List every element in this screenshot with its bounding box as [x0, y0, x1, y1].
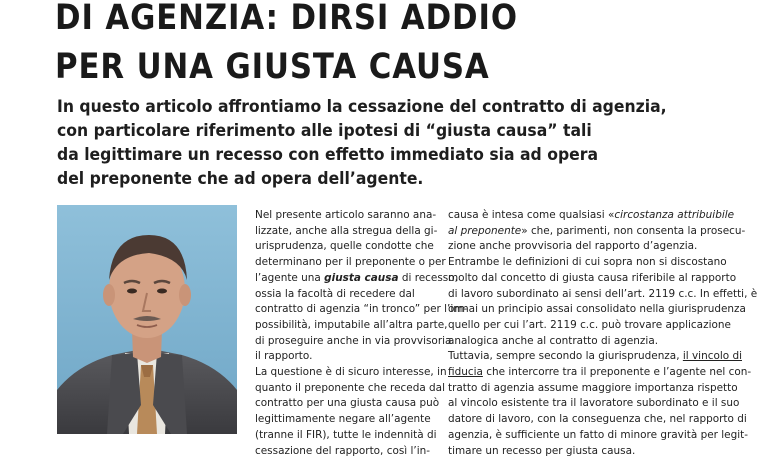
- paragraph-line: [255, 270, 458, 286]
- paragraph-line: analogica anche al contratto di agenzia.: [448, 333, 659, 347]
- lead-line-3: da legittimare un recesso con effetto immediato sia ad opera: [57, 145, 599, 165]
- paragraph-line: ormai un principio assai consolidato nella giurisprudenza: [448, 302, 746, 316]
- lead-line-4: del preponente che ad opera dell’agente.: [57, 169, 424, 189]
- paragraph-line: Entrambe le definizioni di cui sopra non si discostano: [448, 255, 727, 269]
- paragraph-line: zione anche provvisoria del rapporto d’agenzia.: [448, 239, 698, 253]
- lead-line-2: con particolare riferimento alle ipotesi di “giusta causa” tali: [57, 121, 592, 141]
- headline-line-1: DI AGENZIA: DIRSI ADDIO: [55, 0, 518, 38]
- paragraph-line: quello per cui l’art. 2119 c.c. può trovare applicazione: [448, 317, 731, 331]
- author-photo: [57, 205, 237, 434]
- paragraph-line: contratto di agenzia “in tronco” per l’im-: [255, 302, 468, 316]
- paragraph-line: urisprudenza, quelle condotte che: [255, 239, 434, 253]
- text-run: causa è intesa come qualsiasi «: [448, 208, 615, 221]
- paragraph-line: possibilità, imputabile all’altra parte,: [255, 317, 448, 331]
- article-column-2: [448, 207, 758, 458]
- underlined-phrase: fiducia: [448, 365, 483, 379]
- paragraph-line: legittimamente negare all’agente: [255, 412, 431, 426]
- paragraph-line: lizzate, anche alla stregua della gi-: [255, 223, 438, 237]
- paragraph-line: molto dal concetto di giusta causa riferibile al rapporto: [448, 270, 737, 284]
- paragraph-line: di lavoro subordinato ai sensi dell’art. 2119 c.c. In effetti, è: [448, 286, 758, 300]
- paragraph-line: [448, 223, 746, 239]
- text-run: di recesso,: [398, 270, 458, 284]
- paragraph-line: agenzia, è sufficiente un fatto di minore gravità per legit-: [448, 427, 749, 441]
- paragraph-line: di proseguire anche in via provvisoria: [255, 333, 452, 347]
- article-lead: [57, 95, 719, 191]
- headline-line-2: PER UNA GIUSTA CAUSA: [55, 47, 490, 87]
- paragraph-line: datore di lavoro, con la conseguenza che, nel rapporto di: [448, 412, 747, 426]
- article-headline: [55, 0, 671, 92]
- paragraph-line: Nel presente articolo saranno ana-: [255, 208, 437, 221]
- underlined-phrase: il vincolo di: [682, 349, 742, 363]
- text-run: che intercorre tra il preponente e l’agente nel con-: [482, 365, 752, 379]
- emphasis-giusta-causa: giusta causa: [324, 270, 399, 284]
- paragraph-line: [448, 364, 752, 380]
- paragraph-line: [448, 348, 742, 364]
- paragraph-line: al vincolo esistente tra il lavoratore subordinato e il suo: [448, 396, 740, 410]
- text-run: Tuttavia, sempre secondo la giurisprudenza,: [448, 349, 683, 363]
- lead-line-1: In questo articolo affrontiamo la cessazione del contratto di agenzia,: [57, 97, 667, 117]
- paragraph-line: determinano per il preponente o per: [255, 255, 446, 269]
- paragraph-line: (tranne il FIR), tutte le indennità di: [255, 427, 437, 441]
- paragraph-line: tratto di agenzia assume maggiore importanza rispetto: [448, 380, 738, 394]
- quote-italic: al preponente: [448, 223, 522, 237]
- paragraph-line: [448, 207, 733, 223]
- paragraph-line: ossia la facoltà di recedere dal: [255, 286, 415, 300]
- text-run: » che, parimenti, non consenta la prosecu-: [521, 223, 746, 237]
- quote-italic: circostanza attribuibile: [614, 208, 735, 221]
- paragraph-line: cessazione del rapporto, così l’in-: [255, 443, 431, 457]
- paragraph-line: quanto il preponente che receda dal: [255, 380, 445, 394]
- paragraph-line: contratto per una giusta causa può: [255, 396, 440, 410]
- text-run: l’agente una: [255, 270, 325, 284]
- paragraph-line: timare un recesso per giusta causa.: [448, 443, 636, 457]
- author-portrait-icon: [57, 205, 237, 434]
- paragraph-line: il rapporto.: [255, 349, 313, 363]
- paragraph-line: La questione è di sicuro interesse, in: [255, 365, 447, 379]
